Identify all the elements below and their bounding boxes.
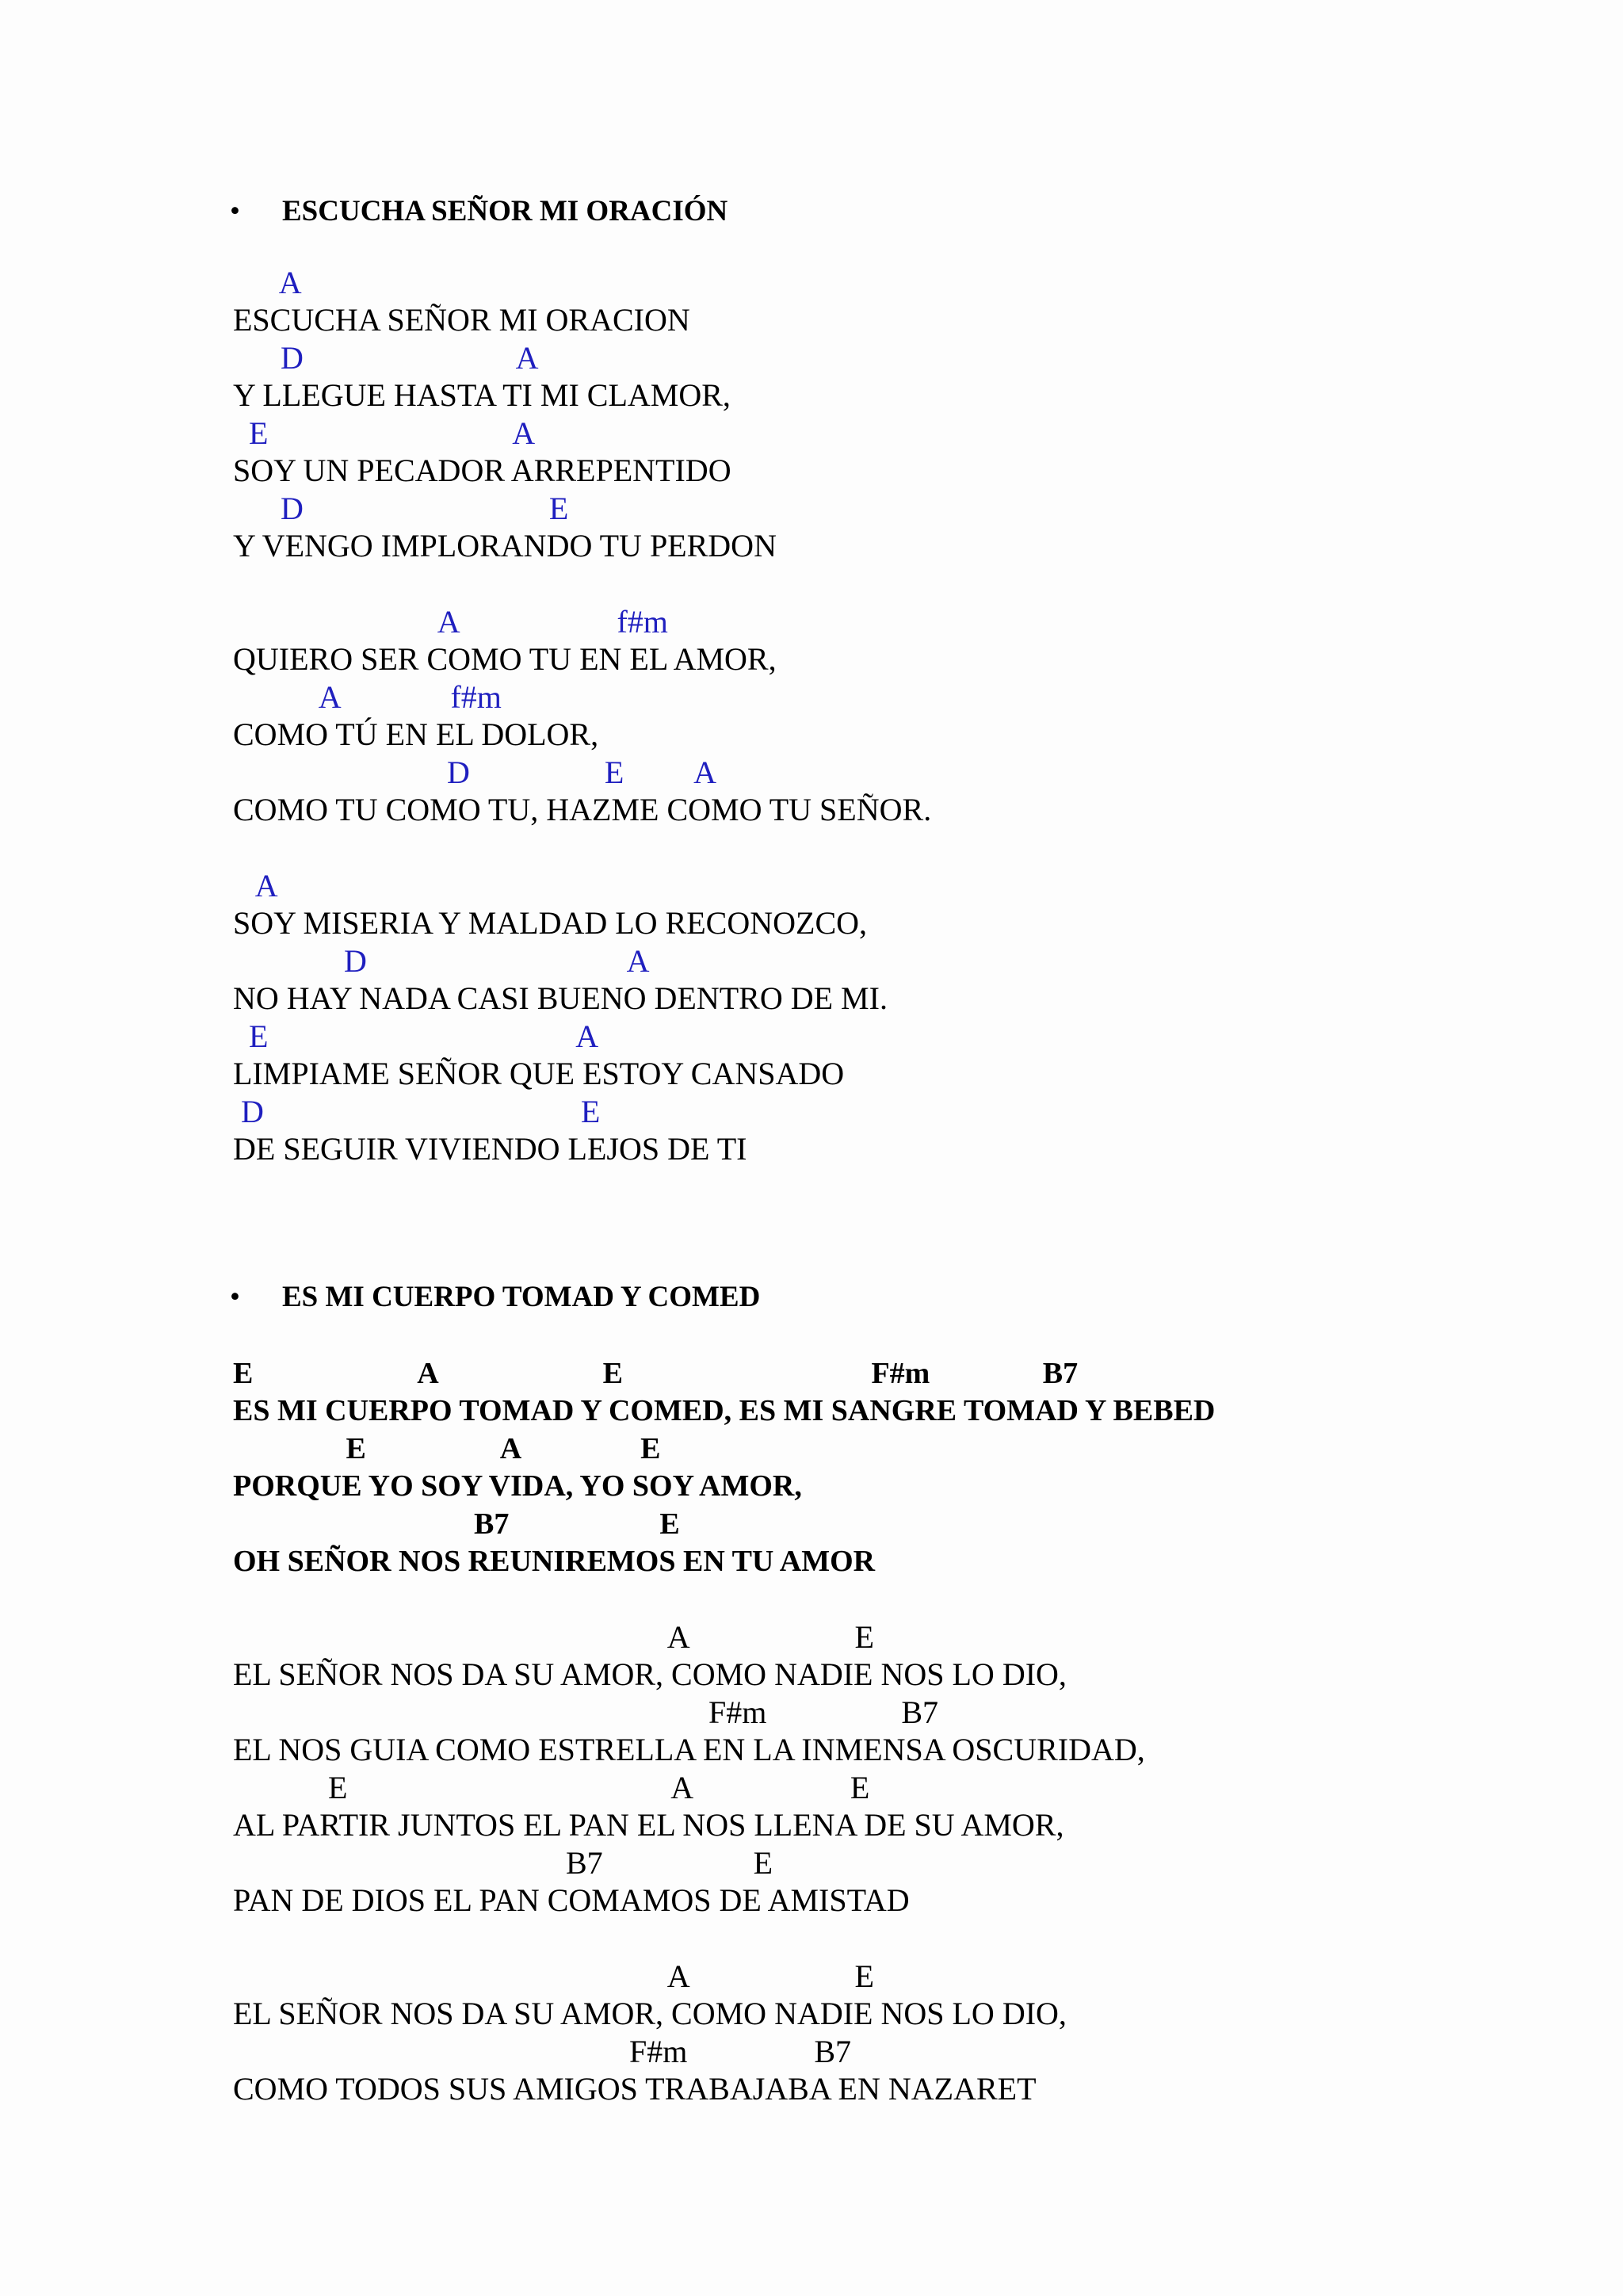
chord-line: A f#m bbox=[233, 604, 668, 640]
lyric-line: ES MI CUERPO TOMAD Y COMED, ES MI SANGRE TOMAD Y BEBED bbox=[233, 1394, 1216, 1427]
chord-line: D E bbox=[233, 1094, 601, 1129]
chord-line: B7 E bbox=[233, 1507, 680, 1541]
chord-line: A bbox=[233, 265, 302, 300]
lyric-line: COMO TODOS SUS AMIGOS TRABAJABA EN NAZARET bbox=[233, 2071, 1037, 2107]
chord-line: A bbox=[233, 868, 278, 904]
chord-line: F#m B7 bbox=[233, 1694, 939, 1730]
chord-line: D A bbox=[233, 943, 650, 979]
lyric-line: EL NOS GUIA COMO ESTRELLA EN LA INMENSA OSCURIDAD, bbox=[233, 1732, 1145, 1767]
lyric-line: SOY MISERIA Y MALDAD LO RECONOZCO, bbox=[233, 905, 868, 941]
lyric-line: NO HAY NADA CASI BUENO DENTRO DE MI. bbox=[233, 980, 888, 1016]
chord-line: D E A bbox=[233, 755, 716, 790]
lyric-line: COMO TU COMO TU, HAZME COMO TU SEÑOR. bbox=[233, 792, 932, 827]
chord-line: D A bbox=[233, 340, 539, 376]
lyric-line: LIMPIAME SEÑOR QUE ESTOY CANSADO bbox=[233, 1056, 845, 1091]
lyric-line: ESCUCHA SEÑOR MI ORACION bbox=[233, 302, 690, 338]
chord-line: E A bbox=[233, 415, 536, 451]
lyric-line: QUIERO SER COMO TU EN EL AMOR, bbox=[233, 641, 777, 677]
lyric-line: COMO TÚ EN EL DOLOR, bbox=[233, 716, 599, 752]
chord-line: A E bbox=[233, 1958, 874, 1994]
lyric-line: PAN DE DIOS EL PAN COMAMOS DE AMISTAD bbox=[233, 1882, 910, 1918]
chord-line: B7 E bbox=[233, 1845, 773, 1881]
chord-line: E A E bbox=[233, 1770, 870, 1805]
chord-line: A f#m bbox=[233, 679, 502, 715]
lyric-line: DE SEGUIR VIVIENDO LEJOS DE TI bbox=[233, 1131, 747, 1167]
lyric-line: PORQUE YO SOY VIDA, YO SOY AMOR, bbox=[233, 1469, 802, 1503]
lyric-line: EL SEÑOR NOS DA SU AMOR, COMO NADIE NOS LO DIO, bbox=[233, 1996, 1067, 2031]
lyric-line: Y LLEGUE HASTA TI MI CLAMOR, bbox=[233, 377, 731, 413]
chord-line: E A E bbox=[233, 1432, 661, 1465]
chord-line: F#m B7 bbox=[233, 2034, 852, 2069]
chord-line: E A E F#m B7 bbox=[233, 1357, 1079, 1390]
bullet-icon: • bbox=[230, 195, 240, 227]
song-title-text: ES MI CUERPO TOMAD Y COMED bbox=[282, 1281, 761, 1313]
lyric-line: AL PARTIR JUNTOS EL PAN EL NOS LLENA DE SU AMOR, bbox=[233, 1807, 1064, 1843]
bullet-icon: • bbox=[230, 1281, 240, 1313]
lyric-line: EL SEÑOR NOS DA SU AMOR, COMO NADIE NOS LO DIO, bbox=[233, 1656, 1067, 1692]
song-title-text: ESCUCHA SEÑOR MI ORACIÓN bbox=[282, 195, 728, 227]
chord-line: D E bbox=[233, 491, 569, 526]
lyric-line: OH SEÑOR NOS REUNIREMOS EN TU AMOR bbox=[233, 1545, 876, 1578]
chord-line: E A bbox=[233, 1018, 599, 1054]
chord-line: A E bbox=[233, 1619, 874, 1655]
lyric-line: Y VENGO IMPLORANDO TU PERDON bbox=[233, 528, 777, 563]
song-2-title bbox=[230, 1280, 760, 1315]
lyric-line: SOY UN PECADOR ARREPENTIDO bbox=[233, 453, 731, 488]
song-1-title bbox=[230, 194, 727, 229]
